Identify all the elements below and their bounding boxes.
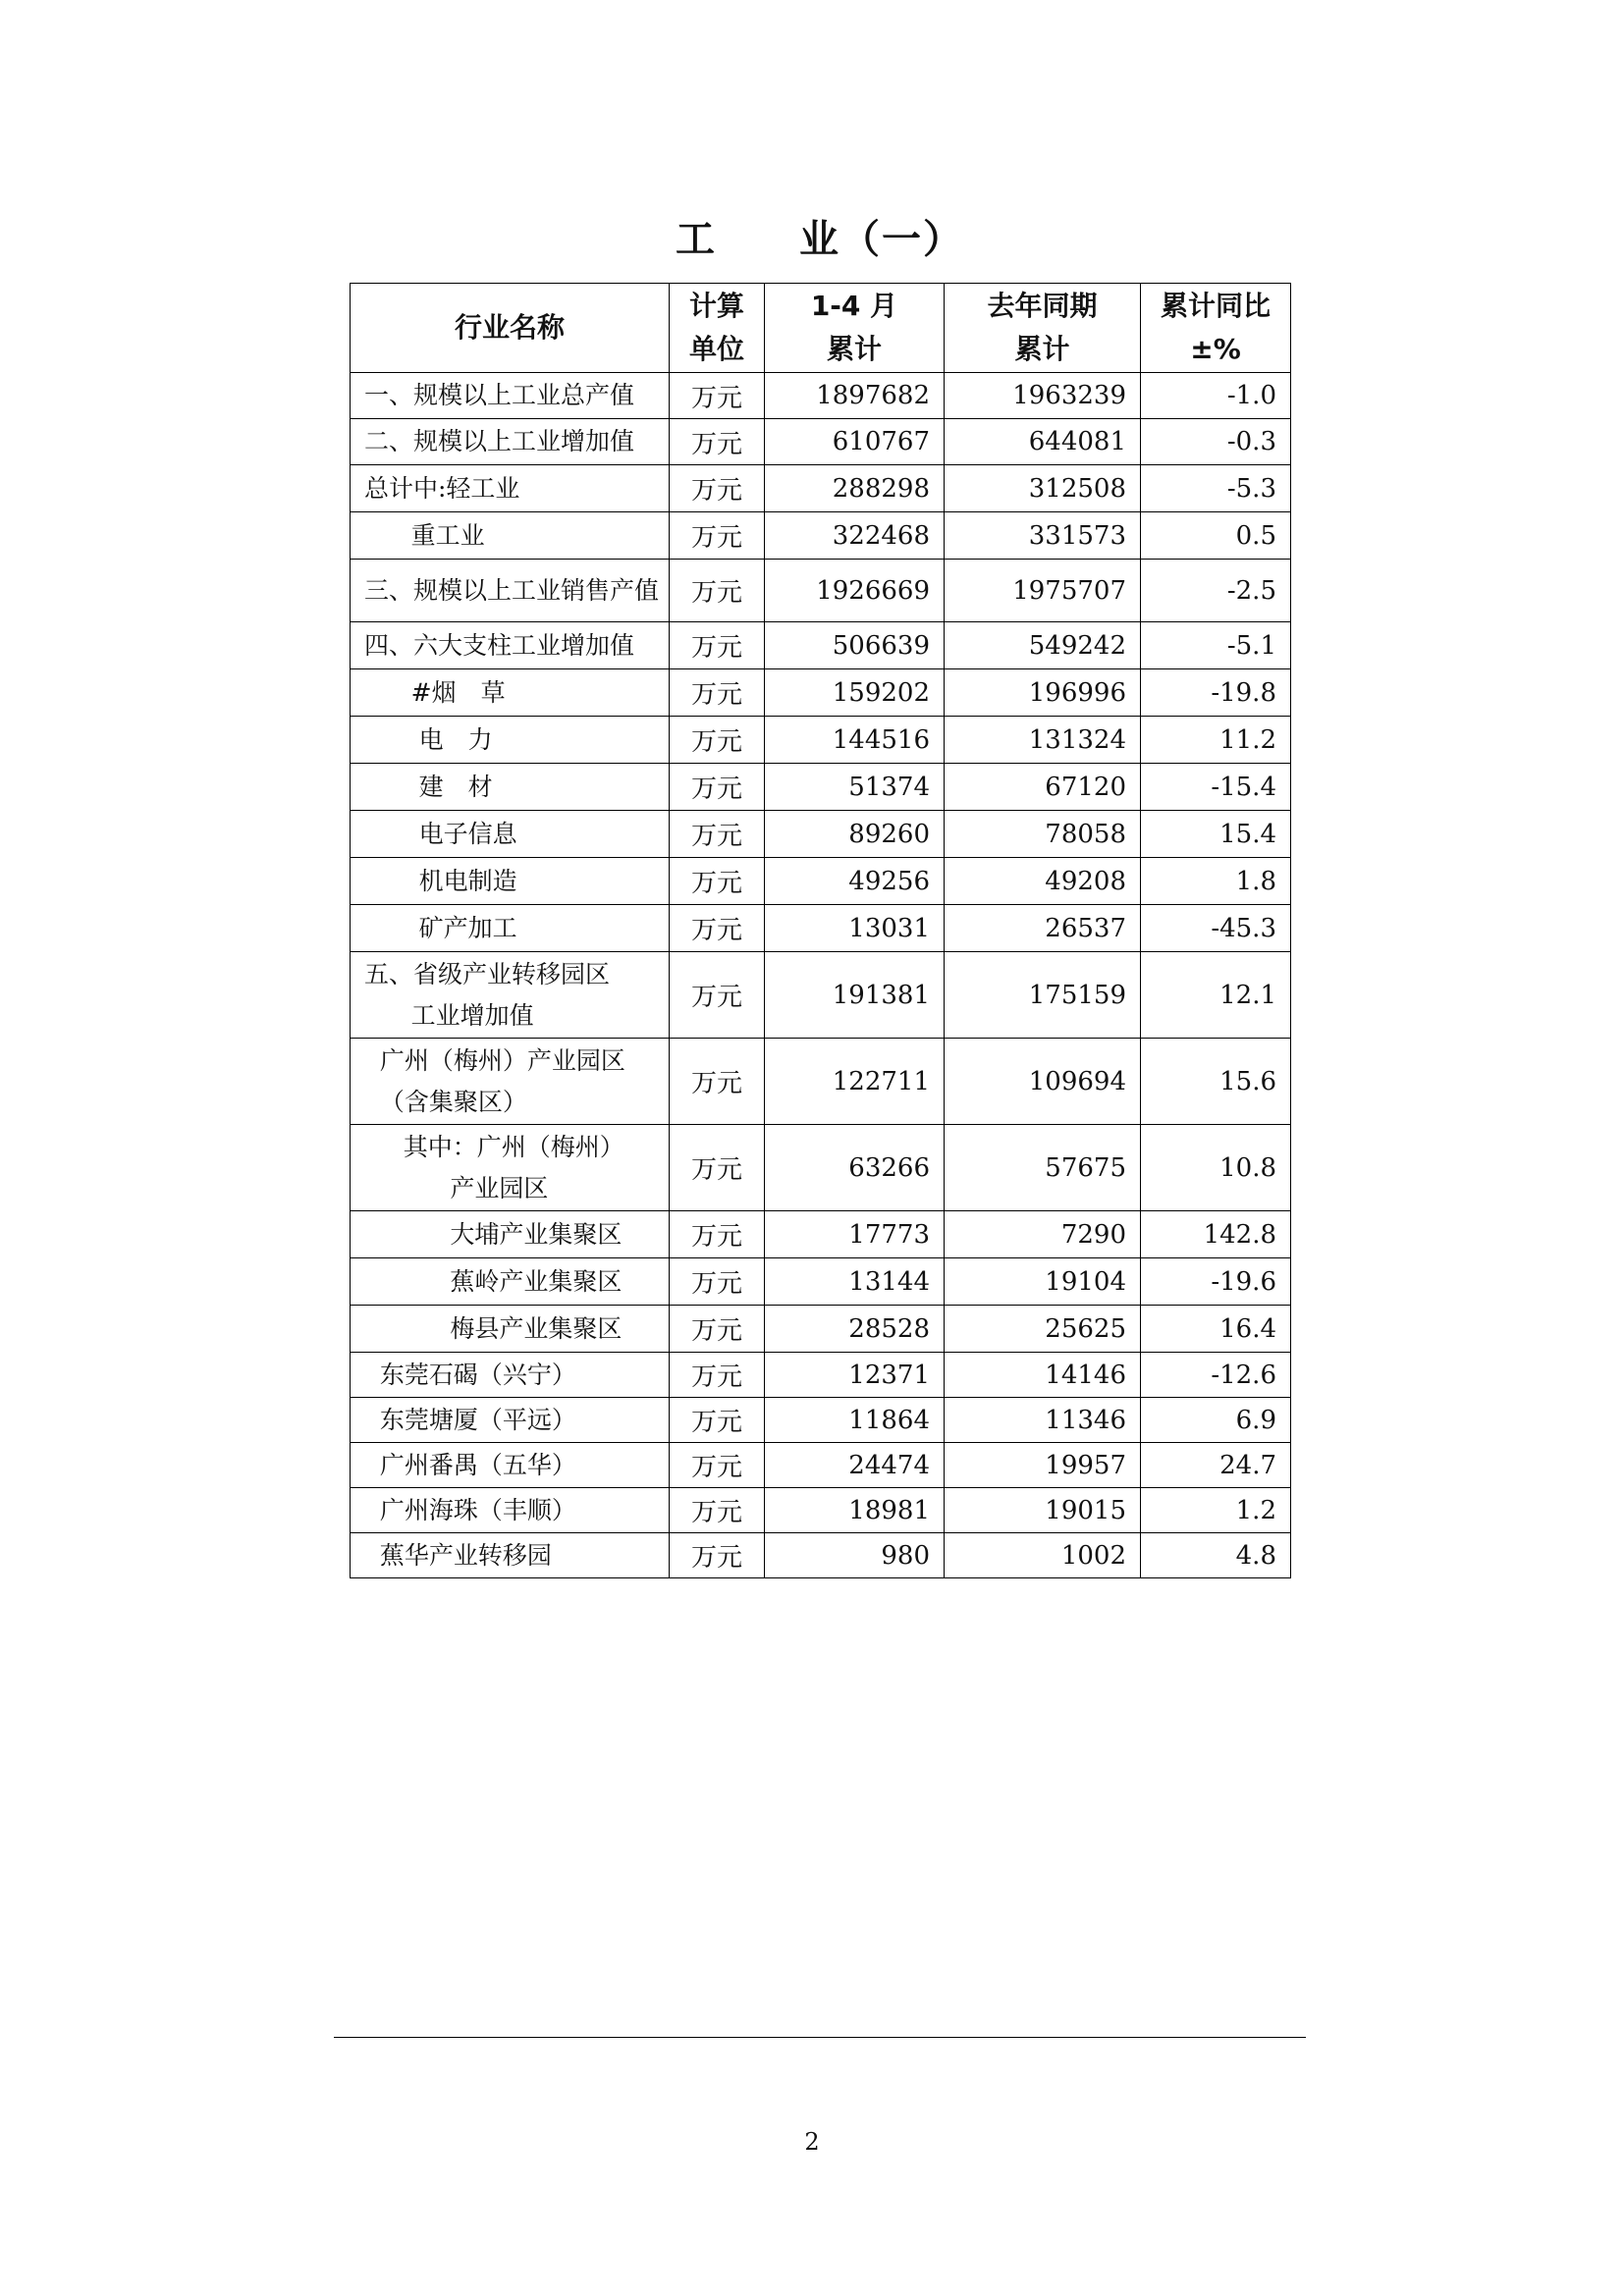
row-previous: 19957: [945, 1443, 1141, 1488]
row-change: 24.7: [1141, 1443, 1291, 1488]
row-current: 51374: [765, 764, 945, 811]
row-name: 梅县产业集聚区: [351, 1306, 670, 1353]
row-unit: 万元: [670, 1488, 765, 1533]
row-change: 4.8: [1141, 1533, 1291, 1578]
header-change: 累计同比 ±%: [1141, 284, 1291, 373]
row-unit: 万元: [670, 905, 765, 952]
row-unit: 万元: [670, 669, 765, 717]
row-unit: 万元: [670, 764, 765, 811]
row-current: 49256: [765, 858, 945, 905]
row-change: -5.1: [1141, 622, 1291, 669]
row-change: 15.4: [1141, 811, 1291, 858]
table-row: [351, 1211, 1291, 1258]
row-unit: 万元: [670, 1353, 765, 1398]
row-current: 610767: [765, 419, 945, 465]
row-previous: 312508: [945, 465, 1141, 512]
table-row: [351, 905, 1291, 952]
row-current: 159202: [765, 669, 945, 717]
row-change: 0.5: [1141, 512, 1291, 560]
row-name: 电 力: [351, 717, 670, 764]
row-previous: 1002: [945, 1533, 1141, 1578]
row-unit: 万元: [670, 1258, 765, 1306]
row-current: 144516: [765, 717, 945, 764]
row-previous: 1975707: [945, 560, 1141, 622]
row-unit: 万元: [670, 1306, 765, 1353]
row-change: 142.8: [1141, 1211, 1291, 1258]
row-change: -5.3: [1141, 465, 1291, 512]
table-row: [351, 858, 1291, 905]
table-row: [351, 560, 1291, 622]
row-previous: 26537: [945, 905, 1141, 952]
industry-table: [350, 283, 1291, 1578]
row-unit: 万元: [670, 512, 765, 560]
table-row: [351, 764, 1291, 811]
row-current: 1897682: [765, 373, 945, 419]
row-name: 东莞塘厦（平远）: [351, 1398, 670, 1443]
table-row: [351, 512, 1291, 560]
row-current: 12371: [765, 1353, 945, 1398]
row-previous: 196996: [945, 669, 1141, 717]
row-name: 广州海珠（丰顺）: [351, 1488, 670, 1533]
row-change: -1.0: [1141, 373, 1291, 419]
row-unit: 万元: [670, 717, 765, 764]
row-unit: 万元: [670, 1443, 765, 1488]
header-current: 1-4 月 累计: [765, 284, 945, 373]
row-change: 11.2: [1141, 717, 1291, 764]
row-change: -15.4: [1141, 764, 1291, 811]
row-current: 122711: [765, 1039, 945, 1125]
table-row: [351, 669, 1291, 717]
row-unit: 万元: [670, 419, 765, 465]
table-row: [351, 1258, 1291, 1306]
row-current: 1926669: [765, 560, 945, 622]
row-current: 17773: [765, 1211, 945, 1258]
row-change: 1.8: [1141, 858, 1291, 905]
row-name: 电子信息: [351, 811, 670, 858]
row-unit: 万元: [670, 811, 765, 858]
table-body: [351, 373, 1291, 1578]
row-unit: 万元: [670, 1039, 765, 1125]
row-name: 四、六大支柱工业增加值: [351, 622, 670, 669]
row-previous: 19104: [945, 1258, 1141, 1306]
row-current: 980: [765, 1533, 945, 1578]
table-row: [351, 811, 1291, 858]
row-unit: 万元: [670, 373, 765, 419]
row-change: -12.6: [1141, 1353, 1291, 1398]
row-name: 广州番禺（五华）: [351, 1443, 670, 1488]
row-current: 322468: [765, 512, 945, 560]
table-header-row: [351, 284, 1291, 373]
row-change: 12.1: [1141, 952, 1291, 1039]
row-previous: 175159: [945, 952, 1141, 1039]
row-previous: 11346: [945, 1398, 1141, 1443]
row-change: 6.9: [1141, 1398, 1291, 1443]
row-current: 506639: [765, 622, 945, 669]
row-name: 五、省级产业转移园区 工业增加值: [351, 952, 670, 1039]
row-name: 大埔产业集聚区: [351, 1211, 670, 1258]
row-name: 三、规模以上工业销售产值: [351, 560, 670, 622]
table-row: [351, 1398, 1291, 1443]
row-name: 蕉华产业转移园: [351, 1533, 670, 1578]
row-previous: 67120: [945, 764, 1141, 811]
row-previous: 19015: [945, 1488, 1141, 1533]
row-change: -2.5: [1141, 560, 1291, 622]
row-unit: 万元: [670, 1398, 765, 1443]
row-unit: 万元: [670, 1533, 765, 1578]
row-name: 一、规模以上工业总产值: [351, 373, 670, 419]
table-row: [351, 1125, 1291, 1211]
row-name: 机电制造: [351, 858, 670, 905]
table-row: [351, 622, 1291, 669]
header-unit: 计算 单位: [670, 284, 765, 373]
row-previous: 57675: [945, 1125, 1141, 1211]
row-current: 89260: [765, 811, 945, 858]
row-unit: 万元: [670, 465, 765, 512]
row-name: 东莞石碣（兴宁）: [351, 1353, 670, 1398]
row-previous: 644081: [945, 419, 1141, 465]
row-name: 重工业: [351, 512, 670, 560]
table-row: [351, 373, 1291, 419]
row-current: 13031: [765, 905, 945, 952]
row-name: 广州（梅州）产业园区 （含集聚区）: [351, 1039, 670, 1125]
page-number: 2: [804, 2128, 820, 2156]
row-previous: 49208: [945, 858, 1141, 905]
row-current: 18981: [765, 1488, 945, 1533]
row-previous: 7290: [945, 1211, 1141, 1258]
page-title: 工 业（一）: [676, 217, 964, 262]
row-name: 二、规模以上工业增加值: [351, 419, 670, 465]
row-unit: 万元: [670, 1211, 765, 1258]
row-unit: 万元: [670, 952, 765, 1039]
table-row: [351, 952, 1291, 1039]
row-change: -0.3: [1141, 419, 1291, 465]
row-previous: 78058: [945, 811, 1141, 858]
row-unit: 万元: [670, 560, 765, 622]
row-current: 63266: [765, 1125, 945, 1211]
row-name: 总计中:轻工业: [351, 465, 670, 512]
table-row: [351, 1443, 1291, 1488]
row-previous: 331573: [945, 512, 1141, 560]
row-name: 其中：广州（梅州） 产业园区: [351, 1125, 670, 1211]
row-change: 10.8: [1141, 1125, 1291, 1211]
row-previous: 109694: [945, 1039, 1141, 1125]
row-previous: 131324: [945, 717, 1141, 764]
row-change: -19.8: [1141, 669, 1291, 717]
row-previous: 14146: [945, 1353, 1141, 1398]
row-change: -45.3: [1141, 905, 1291, 952]
header-name: 行业名称: [351, 284, 670, 373]
row-current: 288298: [765, 465, 945, 512]
table-row: [351, 1533, 1291, 1578]
row-change: 1.2: [1141, 1488, 1291, 1533]
row-previous: 25625: [945, 1306, 1141, 1353]
row-change: 16.4: [1141, 1306, 1291, 1353]
table-row: [351, 1306, 1291, 1353]
row-current: 13144: [765, 1258, 945, 1306]
row-name: 矿产加工: [351, 905, 670, 952]
footer-divider: [334, 2037, 1306, 2038]
row-unit: 万元: [670, 858, 765, 905]
row-unit: 万元: [670, 1125, 765, 1211]
row-previous: 1963239: [945, 373, 1141, 419]
header-previous: 去年同期 累计: [945, 284, 1141, 373]
row-previous: 549242: [945, 622, 1141, 669]
table-row: [351, 1039, 1291, 1125]
row-current: 11864: [765, 1398, 945, 1443]
row-current: 24474: [765, 1443, 945, 1488]
table-row: [351, 1353, 1291, 1398]
row-current: 28528: [765, 1306, 945, 1353]
row-current: 191381: [765, 952, 945, 1039]
row-name: 建 材: [351, 764, 670, 811]
table-row: [351, 419, 1291, 465]
table-row: [351, 717, 1291, 764]
table-row: [351, 465, 1291, 512]
row-name: #烟 草: [351, 669, 670, 717]
row-change: -19.6: [1141, 1258, 1291, 1306]
row-name: 蕉岭产业集聚区: [351, 1258, 670, 1306]
row-change: 15.6: [1141, 1039, 1291, 1125]
row-unit: 万元: [670, 622, 765, 669]
table-row: [351, 1488, 1291, 1533]
